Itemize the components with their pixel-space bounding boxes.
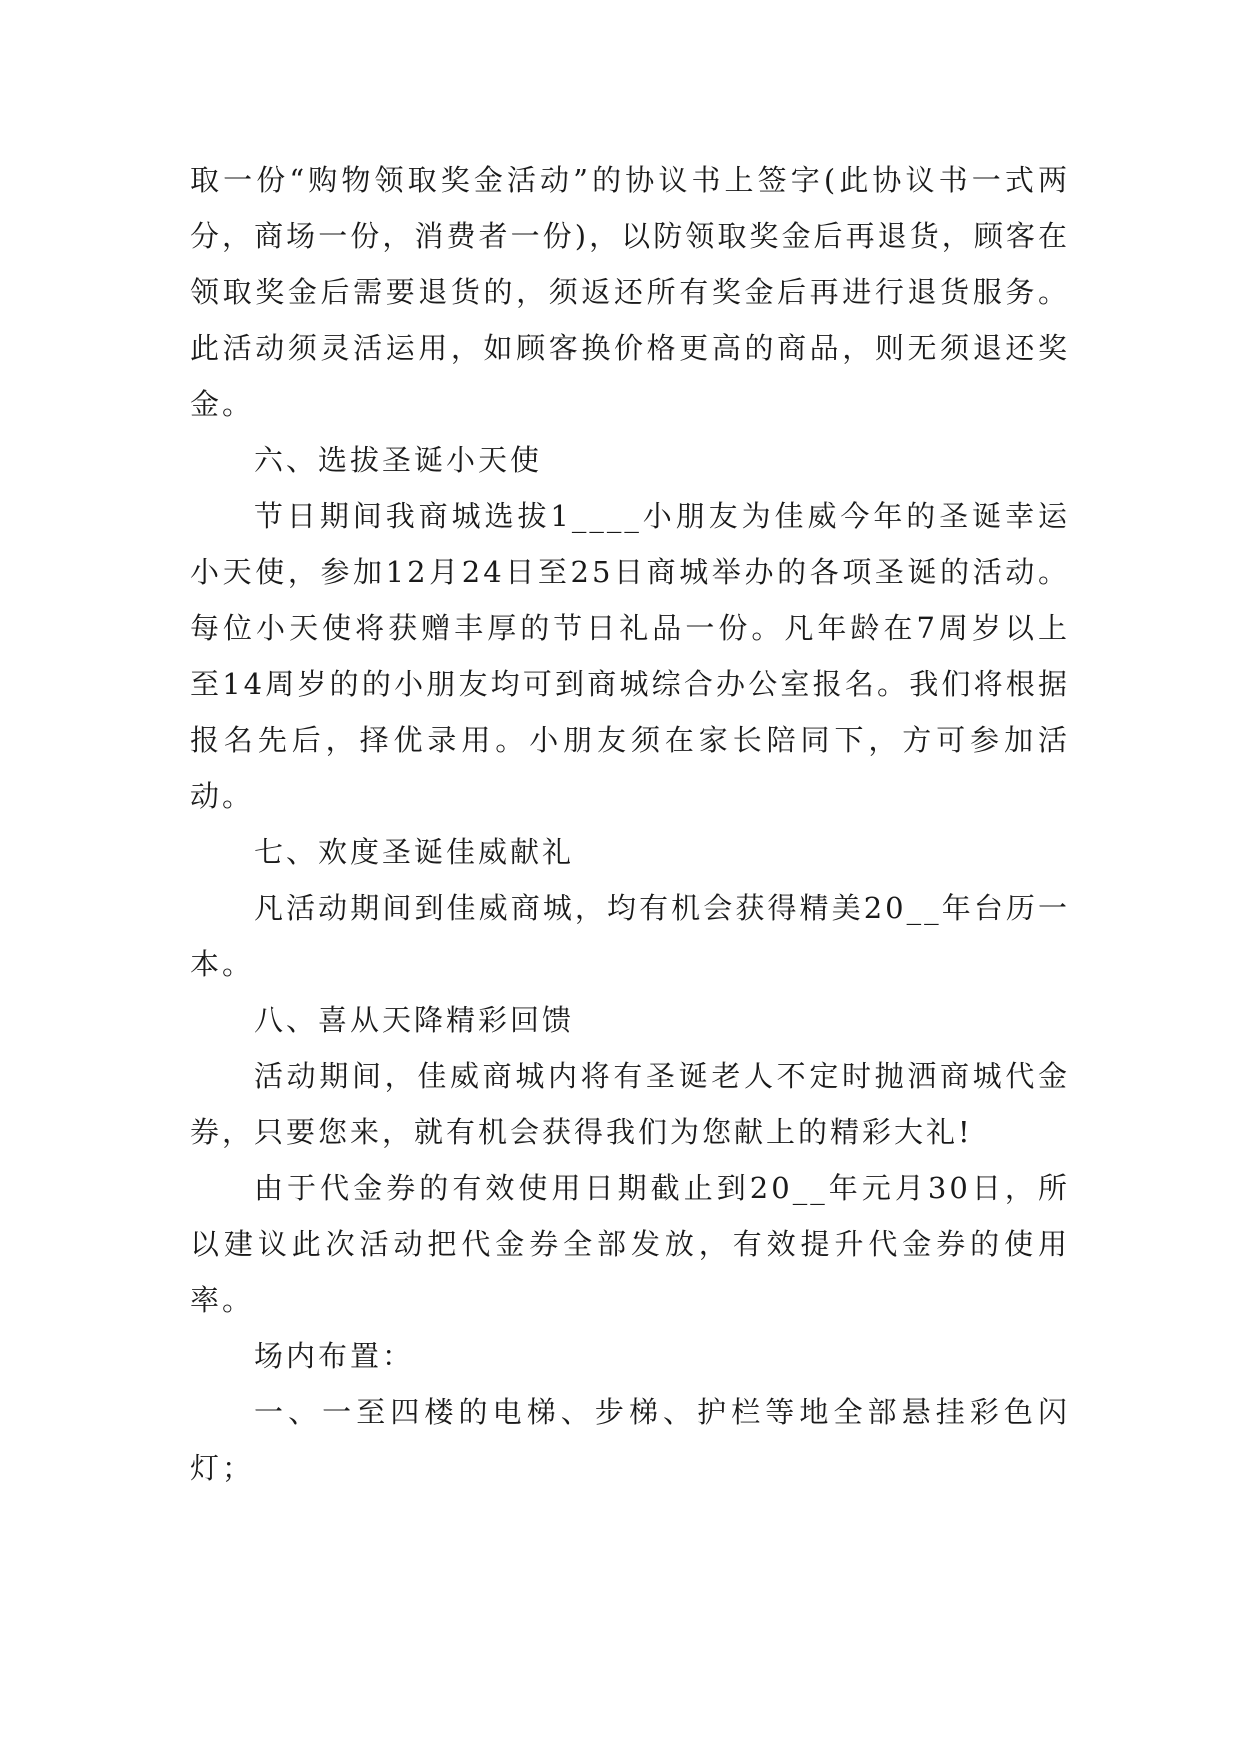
paragraph-section-7: 凡活动期间到佳威商城，均有机会获得精美20__年台历一本。	[190, 891, 1070, 981]
paragraph-continuation: 取一份“购物领取奖金活动”的协议书上签字(此协议书一式两分，商场一份，消费者一份)，以防领取奖金后再退货，顾客在领取奖金后需要退货的，须返还所有奖金后再进行退货服务。此活动须灵活运用，如顾客换价格更高的商品，则无须退还奖金。	[190, 163, 1070, 421]
document-body	[190, 152, 1070, 1496]
paragraph-venue-item-1: 一、一至四楼的电梯、步梯、护栏等地全部悬挂彩色闪灯；	[190, 1395, 1070, 1485]
section-heading-8: 八、喜从天降精彩回馈	[254, 1003, 575, 1037]
paragraph-voucher-note: 由于代金券的有效使用日期截止到20__年元月30日，所以建议此次活动把代金券全部发放，有效提升代金券的使用率。	[190, 1171, 1070, 1317]
section-heading-6: 六、选拔圣诞小天使	[254, 443, 543, 477]
paragraph-section-6: 节日期间我商城选拔1____小朋友为佳威今年的圣诞幸运小天使，参加12月24日至25日商城举办的各项圣诞的活动。每位小天使将获赠丰厚的节日礼品一份。凡年龄在7周岁以上至14周岁的的小朋友均可到商城综合办公室报名。我们将根据报名先后，择优录用。小朋友须在家长陪同下，方可参加活动。	[190, 499, 1070, 813]
subheading-venue-layout: 场内布置：	[254, 1339, 415, 1373]
section-heading-7: 七、欢度圣诞佳威献礼	[254, 835, 575, 869]
paragraph-section-8: 活动期间，佳威商城内将有圣诞老人不定时抛洒商城代金券，只要您来，就有机会获得我们为您献上的精彩大礼!	[190, 1059, 1070, 1149]
